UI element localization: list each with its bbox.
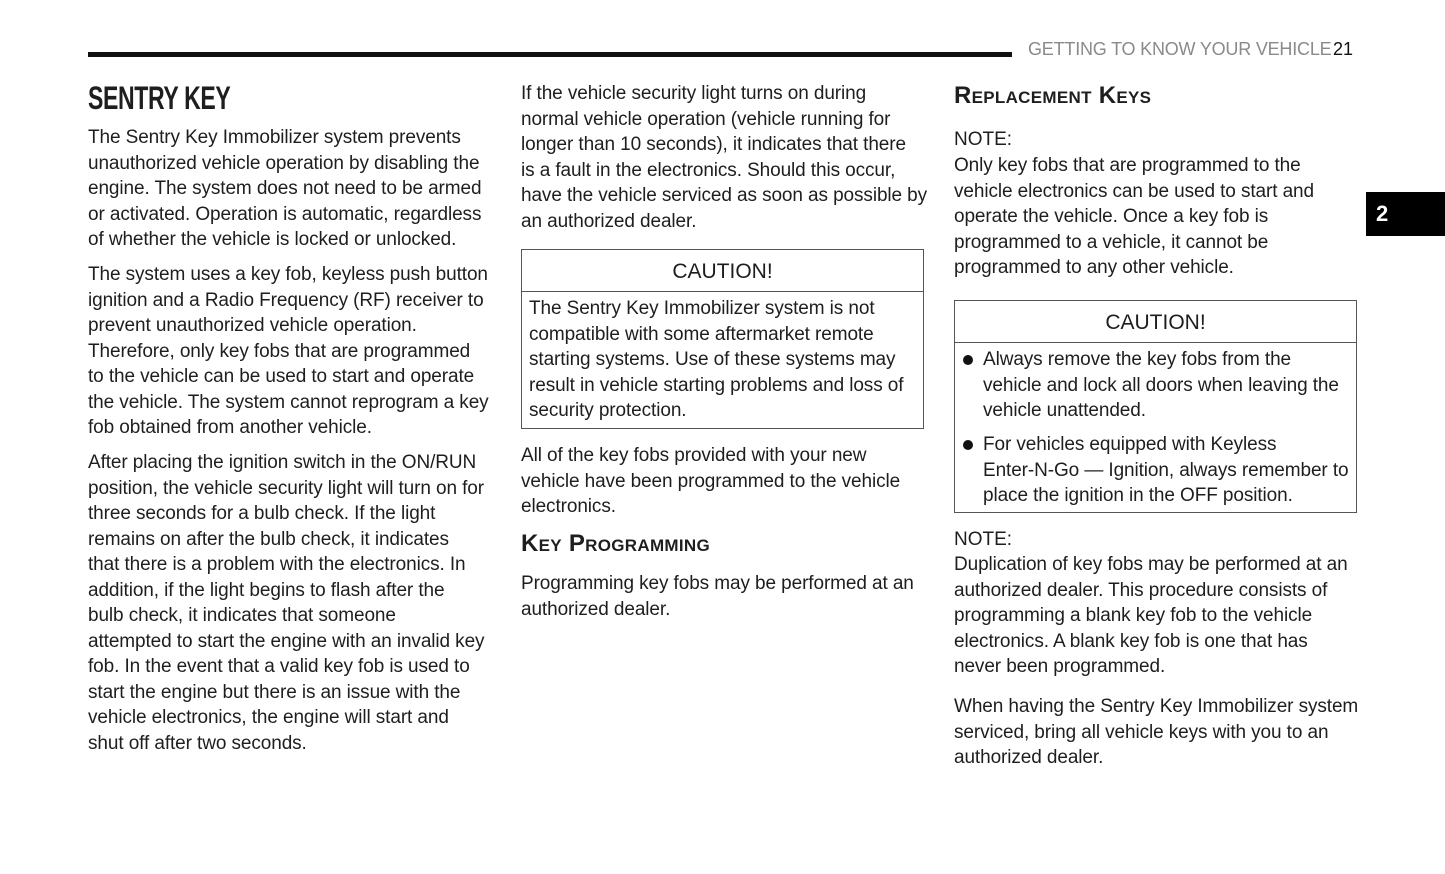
text-line: vehicle have been programmed to the vehicle: [521, 470, 901, 492]
text-line: have the vehicle serviced as soon as possible by: [521, 185, 928, 206]
caution-bullet: [983, 347, 1339, 424]
text-line: longer than 10 seconds), it indicates that there: [521, 134, 906, 155]
text-line: addition, if the light begins to flash after the: [88, 579, 445, 601]
text-line: vehicle electronics, the engine will start and: [88, 707, 449, 728]
bullet-icon: [963, 440, 973, 450]
text-line: result in vehicle starting problems and loss of: [529, 374, 904, 396]
text-line: Only key fobs that are programmed to the: [954, 155, 1301, 176]
text-line: unauthorized vehicle operation by disabling the: [88, 152, 480, 174]
text-line: ignition and a Radio Frequency (RF) receiver to: [88, 289, 484, 311]
text-line: three seconds for a bulb check. If the light: [88, 503, 436, 524]
text-line: security protection.: [529, 400, 687, 421]
text-line: bulb check, it indicates that someone: [88, 605, 396, 626]
text-line: Enter-N-Go — Ignition, always remember to: [983, 459, 1349, 481]
text-line: The Sentry Key Immobilizer system is not: [529, 298, 875, 319]
chapter-tab: 2: [1366, 192, 1445, 236]
text-line: Therefore, only key fobs that are programmed: [88, 340, 471, 362]
text-line: The Sentry Key Immobilizer system prevents: [88, 127, 461, 148]
text-line: position, the vehicle security light will turn on for: [88, 477, 485, 499]
text-line: start the engine but there is an issue with the: [88, 681, 461, 703]
text-line: Always remove the key fobs from the: [983, 349, 1292, 370]
text-line: attempted to start the engine with an invalid key: [88, 630, 485, 652]
running-header: GETTING TO KNOW YOUR VEHICLE: [1028, 39, 1332, 59]
text-line: fob obtained from another vehicle.: [88, 417, 372, 438]
text-line: engine. The system does not need to be armed: [88, 178, 482, 199]
text-line: Programming key fobs may be performed at an: [521, 573, 914, 594]
note-label: NOTE:: [954, 529, 1013, 550]
paragraph: [88, 125, 481, 253]
text-line: vehicle unattended.: [983, 400, 1146, 421]
text-line: The system uses a key fob, keyless push button: [88, 264, 488, 285]
note-label: NOTE:: [954, 129, 1013, 150]
header-rule: [88, 52, 1012, 57]
text-line: vehicle electronics can be used to start and: [954, 180, 1314, 202]
caution-text: [529, 296, 903, 424]
text-line: place the ignition in the OFF position.: [983, 485, 1293, 506]
text-line: After placing the ignition switch in the ON/RUN: [88, 452, 477, 473]
text-line: remains on after the bulb check, it indicates: [88, 528, 449, 550]
bullet-icon: [963, 355, 973, 365]
text-line: Duplication of key fobs may be performed at an: [954, 554, 1348, 575]
text-line: For vehicles equipped with Keyless: [983, 434, 1277, 455]
text-line: is a fault in the electronics. Should this occur,: [521, 159, 896, 181]
page-number: 21: [1333, 39, 1354, 59]
text-line: to the vehicle can be used to start and operate: [88, 366, 475, 387]
text-line: electronics.: [521, 496, 616, 517]
caution-heading: CAUTION!: [955, 301, 1356, 343]
text-line: that there is a problem with the electronics. In: [88, 554, 466, 575]
text-line: prevent unauthorized vehicle operation.: [88, 315, 417, 336]
text-line: shut off after two seconds.: [88, 732, 307, 754]
paragraph: [521, 81, 927, 234]
paragraph: [521, 443, 900, 520]
caution-box: [521, 249, 924, 429]
text-line: an authorized dealer.: [521, 210, 697, 232]
note-text: [954, 552, 1348, 680]
caution-bullet: [983, 432, 1348, 509]
text-line: compatible with some aftermarket remote: [529, 323, 874, 345]
text-line: operate the vehicle. Once a key fob is: [954, 206, 1269, 227]
text-line: of whether the vehicle is locked or unlocked.: [88, 229, 457, 250]
caution-heading: CAUTION!: [522, 250, 923, 292]
text-line: fob. In the event that a valid key fob is used to: [88, 656, 470, 677]
text-line: normal vehicle operation (vehicle running for: [521, 108, 891, 130]
note-text: [954, 153, 1314, 281]
text-line: authorized dealer. This procedure consists of: [954, 579, 1328, 601]
text-line: programmed to a vehicle, it cannot be: [954, 231, 1269, 253]
text-line: vehicle and lock all doors when leaving the: [983, 374, 1339, 396]
text-line: never been programmed.: [954, 656, 1166, 677]
text-line: programming a blank key fob to the vehicle: [954, 605, 1313, 626]
text-line: If the vehicle security light turns on during: [521, 83, 867, 104]
text-line: programmed to any other vehicle.: [954, 257, 1234, 278]
text-line: All of the key fobs provided with your new: [521, 445, 867, 466]
text-line: the vehicle. The system cannot reprogram a key: [88, 391, 489, 413]
section-heading: Replacement Keys: [954, 82, 1152, 109]
section-heading: Key Programming: [521, 530, 711, 557]
caution-box: [954, 300, 1357, 513]
paragraph: [521, 571, 914, 622]
text-line: or activated. Operation is automatic, regardless: [88, 203, 482, 225]
text-line: authorized dealer.: [954, 747, 1104, 768]
page-title: SENTRY KEY: [88, 80, 231, 116]
text-line: electronics. A blank key fob is one that has: [954, 630, 1308, 652]
text-line: When having the Sentry Key Immobilizer system: [954, 696, 1359, 717]
text-line: serviced, bring all vehicle keys with you to an: [954, 721, 1329, 743]
text-line: authorized dealer.: [521, 598, 671, 620]
text-line: starting systems. Use of these systems may: [529, 349, 896, 370]
paragraph: [954, 694, 1358, 771]
paragraph: [88, 262, 489, 441]
paragraph: [88, 450, 484, 756]
